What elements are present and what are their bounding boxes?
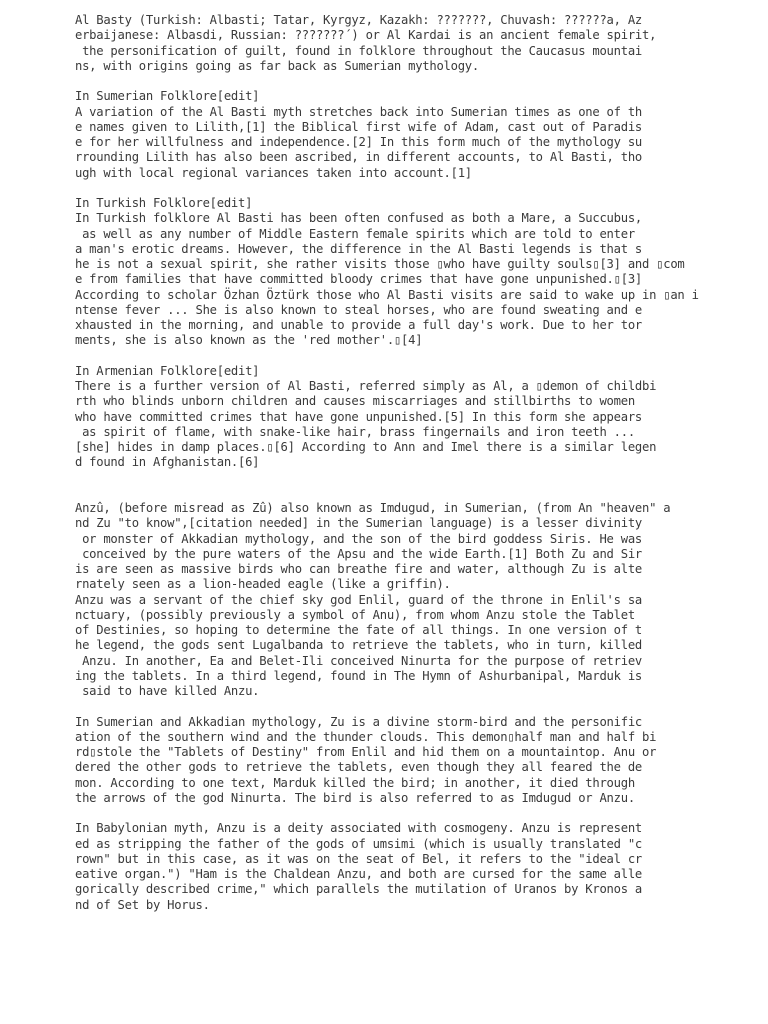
text-line: he is not a sexual spirit, she rather visits those ▯who have guilty souls▯[3] and ▯com [75, 257, 685, 271]
text-line: e for her willfulness and independence.[2] In this form much of the mythology su [75, 135, 642, 149]
text-line: a man's erotic dreams. However, the difference in the Al Basti legends is that s [75, 241, 642, 256]
text-line: In Turkish Folklore[edit] [75, 196, 253, 210]
text-line: ntense fever ... She is also known to steal horses, who are found sweating and e [75, 302, 642, 317]
text-line: e names given to Lilith,[1] the Biblical first wife of Adam, cast out of Paradis [75, 119, 642, 134]
text-line: rd▯stole the "Tablets of Destiny" from Enlil and hid them on a mountaintop. Anu or [75, 745, 657, 759]
text-line [75, 349, 755, 364]
text-line: as well as any number of Middle Eastern female spirits which are told to enter [75, 226, 635, 241]
text-line [75, 806, 755, 821]
text-line: is are seen as massive birds who can breathe fire and water, although Zu is alte [75, 562, 642, 576]
text-line: mon. According to one text, Marduk killed the bird; in another, it died through [75, 775, 635, 790]
text-line [75, 74, 755, 89]
text-line: said to have killed Anzu. [75, 684, 260, 698]
text-line: Al Basty (Turkish: Albasti; Tatar, Kyrgyz, Kazakh: ???????, Chuvash: ??????a, Az [75, 13, 642, 27]
text-line: nd Zu "to know",[citation needed] in the Sumerian language) is a lesser divinity [75, 516, 642, 531]
text-line: d found in Afghanistan.[6] [75, 455, 260, 470]
text-line: ation of the southern wind and the thunder clouds. This demon▯half man and half bi [75, 729, 657, 744]
text-line [75, 181, 755, 196]
text-line [75, 471, 755, 486]
text-line: ns, with origins going as far back as Sumerian mythology. [75, 58, 479, 73]
text-line: as spirit of flame, with snake-like hair, brass fingernails and iron teeth ... [75, 424, 635, 439]
text-line: nctuary, (possibly previously a symbol of Anu), from whom Anzu stole the Tablet [75, 607, 635, 622]
text-line: gorically described crime," which parallels the mutilation of Uranos by Kronos a [75, 882, 642, 897]
text-line: conceived by the pure waters of the Apsu and the wide Earth.[1] Both Zu and Sir [75, 546, 642, 561]
text-line: Anzû, (before misread as Zû) also known as Imdugud, in Sumerian, (from An "heaven" a [75, 501, 671, 515]
text-line: rown" but in this case, as it was on the seat of Bel, it refers to the "ideal cr [75, 851, 642, 866]
text-line: e from families that have committed bloody crimes that have gone unpunished.▯[3] [75, 272, 642, 287]
text-line: eative organ.") "Ham is the Chaldean Anzu, and both are cursed for the same alle [75, 867, 642, 881]
text-line: ed as stripping the father of the gods of umsimi (which is usually translated "c [75, 836, 642, 851]
text-line: erbaijanese: Albasdi, Russian: ???????´) or Al Kardai is an ancient female spirit, [75, 28, 657, 43]
text-line: ugh with local regional variances taken into account.[1] [75, 165, 472, 180]
text-line: ing the tablets. In a third legend, found in The Hymn of Ashurbanipal, Marduk is [75, 668, 642, 683]
text-line: A variation of the Al Basti myth stretches back into Sumerian times as one of th [75, 104, 642, 119]
text-line: In Sumerian and Akkadian mythology, Zu is a divine storm-bird and the personific [75, 714, 642, 729]
text-line: nd of Set by Horus. [75, 897, 210, 912]
text-line: xhausted in the morning, and unable to provide a full day's work. Due to her tor [75, 318, 642, 332]
text-line: There is a further version of Al Basti, referred simply as Al, a ▯demon of childbi [75, 379, 657, 393]
text-line: who have committed crimes that have gone unpunished.[5] In this form she appears [75, 409, 642, 424]
text-line: In Armenian Folklore[edit] [75, 363, 260, 378]
text-line: Anzu was a servant of the chief sky god Enlil, guard of the throne in Enlil's sa [75, 592, 642, 607]
text-line: Anzu. In another, Ea and Belet-Ili conceived Ninurta for the purpose of retriev [75, 653, 642, 668]
text-line: In Sumerian Folklore[edit] [75, 89, 260, 104]
text-line: of Destinies, so hoping to determine the fate of all things. In one version of t [75, 623, 642, 637]
text-line: According to scholar Özhan Öztürk those who Al Basti visits are said to wake up in ▯an i [75, 287, 699, 302]
text-line [75, 699, 755, 714]
document-body [75, 13, 755, 913]
text-line: ments, she is also known as the 'red mother'.▯[4] [75, 333, 423, 348]
text-line [75, 486, 755, 501]
text-line: rth who blinds unborn children and causes miscarriages and stillbirths to women [75, 394, 635, 409]
text-line: the arrows of the god Ninurta. The bird is also referred to as Imdugud or Anzu. [75, 790, 635, 805]
text-line: he legend, the gods sent Lugalbanda to retrieve the tablets, who in turn, killed [75, 638, 642, 653]
text-line: rnately seen as a lion-headed eagle (like a griffin). [75, 577, 451, 592]
text-line: In Turkish folklore Al Basti has been often confused as both a Mare, a Succubus, [75, 211, 642, 226]
text-line: rrounding Lilith has also been ascribed, in different accounts, to Al Basti, tho [75, 150, 642, 165]
text-line: In Babylonian myth, Anzu is a deity associated with cosmogeny. Anzu is represent [75, 821, 642, 836]
text-line: [she] hides in damp places.▯[6] According to Ann and Imel there is a similar legen [75, 440, 657, 454]
text-line: or monster of Akkadian mythology, and the son of the bird goddess Siris. He was [75, 531, 642, 546]
text-line: the personification of guilt, found in folklore throughout the Caucasus mountai [75, 43, 642, 58]
text-line: dered the other gods to retrieve the tablets, even though they all feared the de [75, 760, 642, 775]
